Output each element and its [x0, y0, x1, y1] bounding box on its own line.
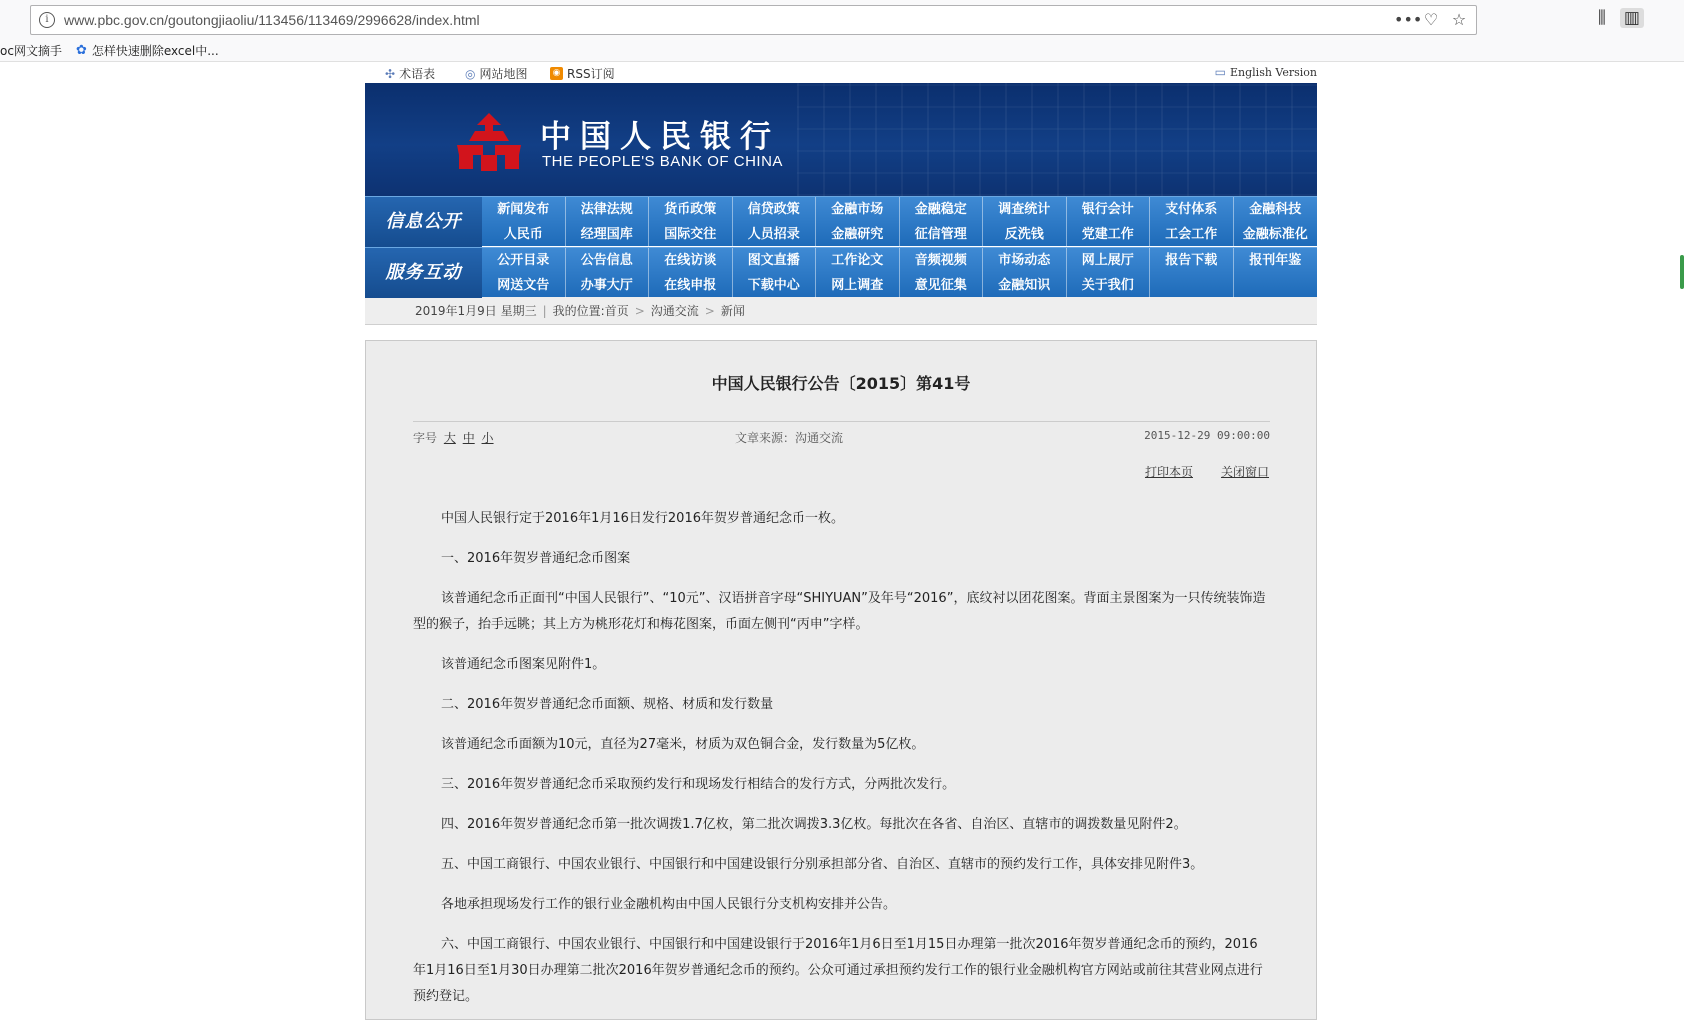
article-paragraph: 二、2016年贺岁普通纪念币面额、规格、材质和发行数量: [441, 697, 774, 712]
nav-item[interactable]: 关于我们: [1067, 273, 1151, 298]
nav-service-grid: [482, 248, 1317, 298]
article-paragraph: 该普通纪念币图案见附件1。: [441, 657, 606, 672]
current-date: 2019年1月9日 星期三: [415, 304, 537, 318]
globe-icon: ◎: [465, 66, 476, 81]
bookmark-item[interactable]: oc网文摘手: [0, 43, 62, 58]
nav-item[interactable]: 人民币: [482, 222, 566, 247]
article-paragraph: 该普通纪念币面额为10元，直径为27毫米，材质为双色铜合金，发行数量为5亿枚。: [441, 737, 925, 752]
nav-item[interactable]: 人员招录: [733, 222, 817, 247]
nav-item[interactable]: 经理国库: [566, 222, 650, 247]
bank-name-cn[interactable]: 中国人民银行: [540, 119, 780, 155]
article-paragraph: 中国人民银行定于2016年1月16日发行2016年贺岁普通纪念币一枚。: [441, 511, 844, 526]
monitor-icon: ▭: [1214, 65, 1226, 79]
nav-item[interactable]: 报刊年鉴: [1249, 253, 1302, 268]
bank-name-en[interactable]: THE PEOPLE'S BANK OF CHINA: [542, 153, 783, 170]
nav-item[interactable]: 公告信息: [566, 248, 650, 273]
breadcrumb-home[interactable]: 我的位置:首页: [552, 304, 629, 318]
nav-item[interactable]: 金融研究: [816, 222, 900, 247]
baidu-paw-icon: ✿: [75, 42, 87, 58]
article-meta: [413, 421, 1270, 447]
breadcrumb-news[interactable]: 新闻: [720, 304, 745, 318]
nav-item[interactable]: 银行会计: [1067, 197, 1151, 222]
article-paragraph: 三、2016年贺岁普通纪念币采取预约发行和现场发行相结合的发行方式，分两批次发行。: [441, 777, 956, 792]
nav-item[interactable]: 货币政策: [649, 197, 733, 222]
nav-item[interactable]: 图文直播: [733, 248, 817, 273]
nav-item[interactable]: 办事大厅: [566, 273, 650, 298]
url-text[interactable]: www.pbc.gov.cn/goutongjiaoliu/113456/113469/2996628/index.html: [64, 12, 480, 28]
top-links-bar: [365, 62, 1317, 83]
breadcrumb-arrow-icon: >: [634, 303, 645, 318]
side-widget-edge[interactable]: [1680, 255, 1684, 289]
nav-item[interactable]: 网上调查: [816, 273, 900, 298]
more-actions-icon[interactable]: •••: [1394, 10, 1423, 29]
font-large-link[interactable]: 大: [443, 431, 456, 445]
sitemap-link[interactable]: ◎ 网站地图: [465, 66, 528, 81]
nav-item[interactable]: 党建工作: [1067, 222, 1151, 247]
nav-item[interactable]: 调查统计: [983, 197, 1067, 222]
nav-item[interactable]: 公开目录: [482, 248, 566, 273]
bookmarks-bar: [0, 40, 219, 60]
nav-head-service: 服务互动: [365, 248, 482, 298]
nav-item[interactable]: 在线申报: [649, 273, 733, 298]
font-medium-link[interactable]: 中: [462, 431, 475, 445]
nav-item[interactable]: 反洗钱: [983, 222, 1067, 247]
nav-item[interactable]: 报告下载: [1150, 248, 1234, 273]
library-icon[interactable]: ⫼: [1598, 8, 1606, 28]
page-container: [365, 62, 1317, 1020]
site-banner: [365, 83, 1317, 196]
breadcrumb: [365, 297, 1317, 325]
nav-item[interactable]: 金融标准化: [1242, 227, 1308, 242]
pboc-logo-icon[interactable]: [453, 111, 525, 173]
font-small-link[interactable]: 小: [481, 431, 494, 445]
breadcrumb-arrow-icon: >: [704, 303, 715, 318]
nav-item[interactable]: 网上展厅: [1067, 248, 1151, 273]
sidebar-icon[interactable]: ▥: [1620, 8, 1644, 28]
bookmark-item[interactable]: ✿ 怎样快速删除excel中...: [75, 42, 219, 58]
nav-item[interactable]: 音频视频: [900, 248, 984, 273]
nav-info-disclosure: [365, 196, 1317, 246]
article-tools: [1145, 463, 1269, 480]
nav-item[interactable]: 金融知识: [983, 273, 1067, 298]
breadcrumb-communication[interactable]: 沟通交流: [650, 304, 699, 318]
nav-service-interaction: [365, 247, 1317, 297]
article-paragraph: 五、中国工商银行、中国农业银行、中国银行和中国建设银行分别承担部分省、自治区、直辖市的预约发行工作，具体安排见附件3。: [441, 857, 1204, 872]
info-icon[interactable]: i: [39, 12, 55, 28]
nav-item[interactable]: 金融市场: [816, 197, 900, 222]
nav-item[interactable]: 征信管理: [900, 222, 984, 247]
nav-item[interactable]: 意见征集: [900, 273, 984, 298]
nav-item[interactable]: 市场动态: [983, 248, 1067, 273]
glossary-link[interactable]: ✣ 术语表: [385, 66, 436, 81]
nav-item[interactable]: 工会工作: [1150, 222, 1234, 247]
article-paragraph: 四、2016年贺岁普通纪念币第一批次调拨1.7亿枚，第二批次调拨3.3亿枚。每批次在各省、自治区、直辖市的调拨数量见附件2。: [441, 817, 1187, 832]
article-datetime: 2015-12-29 09:00:00: [1144, 429, 1270, 442]
font-size-label: 字号: [413, 431, 438, 445]
article-paragraph: 一、2016年贺岁普通纪念币图案: [441, 551, 631, 566]
nav-item[interactable]: 金融稳定: [900, 197, 984, 222]
rss-icon: ◉: [550, 67, 563, 80]
article-body: [413, 506, 1270, 1020]
nav-item: [1234, 273, 1318, 298]
font-size-controls: [413, 429, 494, 446]
pocket-icon[interactable]: ♡: [1423, 10, 1439, 29]
nav-item[interactable]: 工作论文: [816, 248, 900, 273]
nav-item[interactable]: 新闻发布: [482, 197, 566, 222]
print-page-link[interactable]: 打印本页: [1144, 465, 1193, 479]
breadcrumb-pipe: |: [542, 303, 547, 318]
article-paragraph: 六、中国工商银行、中国农业银行、中国银行和中国建设银行于2016年1月6日至1月15日办理第一批次2016年贺岁普通纪念币的预约，2016年1月16日至1月30日办理第二批次2016年贺岁普通纪念币的预约。公众可通过承担预约发行工作的银行业金融机构官方网站或前往其营业网点进行预约登记。: [413, 937, 1263, 1004]
nav-item[interactable]: 支付体系: [1150, 197, 1234, 222]
article-paragraph: 该普通纪念币正面刊“中国人民银行”、“10元”、汉语拼音字母“SHIYUAN”及年号“2016”，底纹衬以团花图案。背面主景图案为一只传统装饰造型的猴子，抬手远眺；其上方为桃形花灯和梅花图案，币面左侧刊“丙申”字样。: [413, 591, 1266, 632]
bookmark-star-icon[interactable]: ☆: [1451, 10, 1467, 29]
browser-chrome: [0, 0, 1684, 62]
nav-head-info: 信息公开: [365, 197, 482, 247]
nav-item[interactable]: 下载中心: [733, 273, 817, 298]
nav-item[interactable]: 网送文告: [482, 273, 566, 298]
sparkle-icon: ✣: [385, 66, 396, 81]
nav-item[interactable]: 金融科技: [1249, 202, 1302, 217]
nav-info-grid: [482, 197, 1317, 247]
address-bar[interactable]: [30, 5, 1477, 35]
english-version-link[interactable]: ▭ English Version: [1214, 65, 1317, 79]
rss-link[interactable]: ◉ RSS订阅: [550, 65, 615, 82]
close-window-link[interactable]: 关闭窗口: [1220, 465, 1269, 479]
nav-item[interactable]: 法律法规: [566, 197, 650, 222]
article-panel: [365, 340, 1317, 1020]
nav-item[interactable]: 信贷政策: [733, 197, 817, 222]
nav-item[interactable]: 国际交往: [649, 222, 733, 247]
article-paragraph: 各地承担现场发行工作的银行业金融机构由中国人民银行分支机构安排并公告。: [441, 897, 897, 912]
banner-pattern: [797, 83, 1317, 196]
article-source: 文章来源：沟通交流: [735, 431, 844, 445]
nav-item: [1150, 273, 1234, 298]
article-title: 中国人民银行公告〔2015〕第41号: [711, 374, 971, 393]
nav-item[interactable]: 在线访谈: [649, 248, 733, 273]
